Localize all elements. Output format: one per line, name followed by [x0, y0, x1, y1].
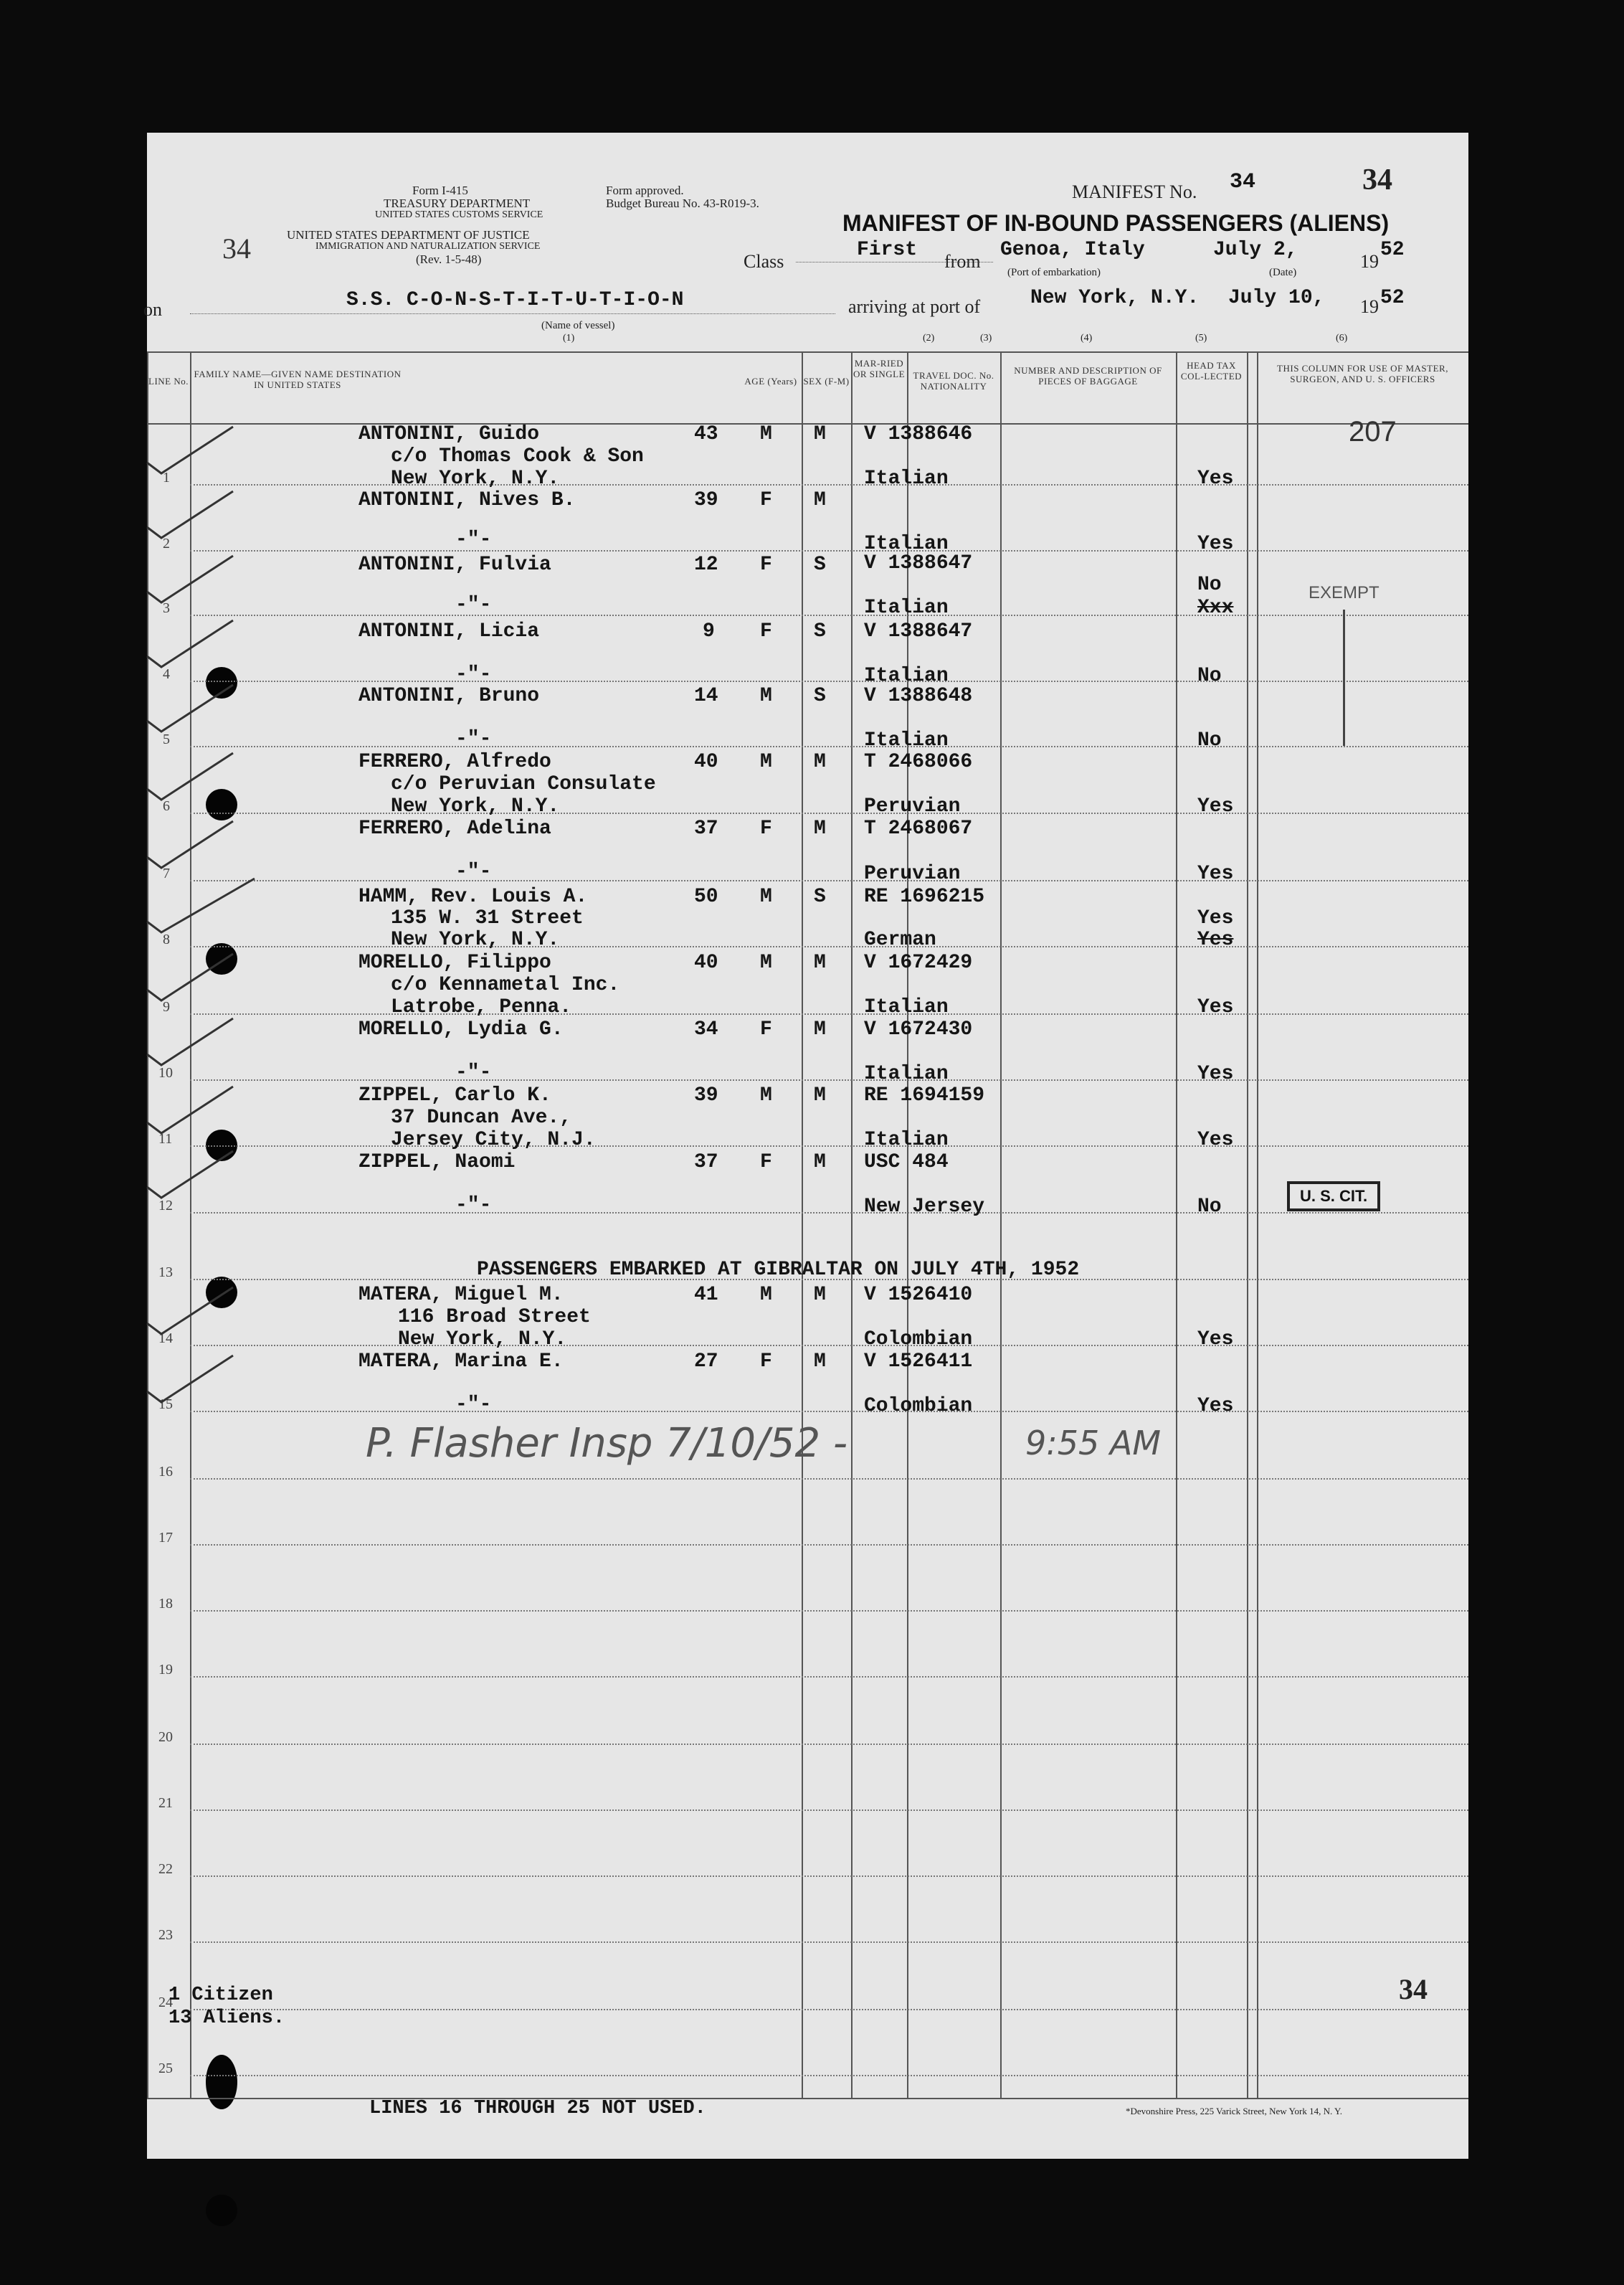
travel-doc: V 1388647 [864, 552, 973, 574]
passenger-address: -"- [455, 1194, 492, 1216]
customs-service: UNITED STATES CUSTOMS SERVICE [375, 209, 543, 220]
manifest-label: MANIFEST No. [1072, 181, 1197, 202]
passenger-name: ANTONINI, Licia [358, 620, 540, 643]
passenger-sex: M [760, 886, 772, 908]
passenger-name: ANTONINI, Nives B. [358, 489, 576, 511]
col-num-3: (3) [980, 333, 992, 344]
travel-doc: V 1388647 [864, 620, 973, 643]
passenger-name: HAMM, Rev. Louis A. [358, 886, 588, 908]
passenger-sex: M [760, 1084, 772, 1107]
passenger-marital: S [814, 620, 826, 643]
justice-dept: UNITED STATES DEPARTMENT OF JUSTICE [287, 228, 530, 242]
line-number: 17 [158, 1530, 173, 1546]
passenger-address: -"- [455, 1061, 492, 1084]
passenger-marital: M [814, 818, 826, 840]
head-tax: No [1197, 1196, 1222, 1218]
inspector-signature: P. Flasher Insp 7/10/52 - [366, 1420, 848, 1467]
punch-hole [206, 2055, 237, 2109]
passenger-address: New York, N.Y. [398, 1328, 567, 1350]
line-number: 14 [158, 1330, 173, 1346]
col-num-4: (4) [1081, 333, 1093, 344]
passenger-age: 27 [694, 1350, 718, 1373]
passenger-age: 39 [694, 489, 718, 511]
head-tax: No [1197, 665, 1222, 687]
passenger-address: 37 Duncan Ave., [391, 1107, 572, 1129]
col-head-tax: HEAD TAX COL-LECTED [1180, 360, 1243, 382]
passenger-address: -"- [455, 529, 492, 551]
line-number: 7 [163, 866, 170, 881]
travel-doc: RE 1696215 [864, 886, 985, 908]
ins-service: IMMIGRATION AND NATURALIZATION SERVICE [315, 241, 541, 252]
nationality: Italian [864, 597, 949, 619]
passenger-address: -"- [455, 1394, 492, 1416]
line-number: 18 [158, 1596, 173, 1612]
passenger-marital: M [814, 489, 826, 511]
travel-doc: V 1672430 [864, 1018, 973, 1041]
passenger-age: 9 [703, 620, 715, 643]
passenger-age: 37 [694, 818, 718, 840]
vessel-name: S.S. C-O-N-S-T-I-T-U-T-I-O-N [346, 289, 684, 311]
passenger-marital: M [814, 423, 826, 445]
passenger-name: MORELLO, Filippo [358, 952, 551, 974]
nationality: Italian [864, 468, 949, 490]
punch-hole [206, 2195, 237, 2226]
port-note: (Port of embarkation) [1007, 267, 1101, 278]
passenger-marital: M [814, 1018, 826, 1041]
passenger-address: c/o Thomas Cook & Son [391, 445, 644, 468]
passenger-sex: M [760, 751, 772, 773]
travel-doc: T 2468067 [864, 818, 973, 840]
line-number: 22 [158, 1861, 173, 1877]
manifest-number-right: 34 [1362, 164, 1392, 197]
from-port: Genoa, Italy [1000, 239, 1145, 261]
passenger-address: Jersey City, N.J. [391, 1129, 596, 1151]
form-number: Form I-415 [412, 184, 468, 197]
exempt-arrow [1343, 610, 1345, 746]
passenger-marital: M [814, 1084, 826, 1107]
col-num-1: (1) [563, 333, 575, 344]
passenger-name: ANTONINI, Guido [358, 423, 540, 445]
manifest-number: 34 [1230, 170, 1256, 194]
passenger-sex: F [760, 1018, 772, 1041]
head-tax: Yes [1197, 1328, 1234, 1350]
passenger-address: -"- [455, 728, 492, 750]
passenger-age: 12 [694, 554, 718, 576]
travel-doc: V 1526410 [864, 1284, 973, 1306]
alien-count: 13 Aliens. [168, 2007, 285, 2029]
head-tax: Yes [1197, 1063, 1234, 1085]
head-tax: Yes [1197, 795, 1234, 818]
travel-doc: V 1388646 [864, 423, 973, 445]
passenger-sex: F [760, 489, 772, 511]
from-label: from [944, 251, 981, 272]
nationality: Peruvian [864, 795, 961, 818]
passenger-age: 37 [694, 1151, 718, 1173]
line-number: 2 [163, 536, 170, 552]
travel-doc: T 2468066 [864, 751, 973, 773]
col-age: AGE (Years) [744, 376, 797, 387]
year-suffix-2: 52 [1380, 287, 1405, 309]
nationality: German [864, 929, 936, 951]
line-number: 15 [158, 1396, 173, 1412]
manifest-title: MANIFEST OF IN-BOUND PASSENGERS (ALIENS) [842, 210, 1390, 236]
vessel-note: (Name of vessel) [541, 320, 615, 331]
passenger-sex: F [760, 1151, 772, 1173]
passenger-name: ANTONINI, Bruno [358, 685, 540, 707]
line-number: 3 [163, 600, 170, 616]
line-number: 1 [163, 470, 170, 486]
line-number: 10 [158, 1065, 173, 1081]
us-citizen-stamp: U. S. CIT. [1287, 1181, 1380, 1211]
passenger-address: 116 Broad Street [398, 1306, 591, 1328]
check-marks [140, 420, 398, 1438]
passenger-age: 14 [694, 685, 718, 707]
passenger-name: MATERA, Miguel M. [358, 1284, 564, 1306]
line-number: 6 [163, 798, 170, 814]
passenger-sex: F [760, 1350, 772, 1373]
nationality: New Jersey [864, 1196, 985, 1218]
head-tax: Yes [1197, 1129, 1234, 1151]
line-number: 8 [163, 932, 170, 947]
from-date: July 2, [1213, 239, 1298, 261]
passenger-marital: M [814, 1151, 826, 1173]
head-tax-struck: Yes [1197, 929, 1234, 951]
passenger-sex: F [760, 620, 772, 643]
col-officers: THIS COLUMN FOR USE OF MASTER, SURGEON, AND U. S. OFFICERS [1277, 363, 1448, 384]
passenger-address: c/o Kennametal Inc. [391, 974, 620, 996]
nationality: Italian [864, 665, 949, 687]
count-207: 207 [1349, 416, 1397, 448]
year-prefix: 19 [1360, 251, 1379, 272]
passenger-sex: M [760, 423, 772, 445]
printer-credit: *Devonshire Press, 225 Varick Street, New York 14, N. Y. [1126, 2106, 1342, 2116]
head-tax: Yes [1197, 907, 1234, 929]
head-tax: Yes [1197, 1395, 1234, 1417]
passenger-age: 50 [694, 886, 718, 908]
passenger-name: MATERA, Marina E. [358, 1350, 564, 1373]
passenger-age: 39 [694, 1084, 718, 1107]
gibraltar-note: PASSENGERS EMBARKED AT GIBRALTAR ON JULY 4TH, 1952 [477, 1259, 1080, 1281]
nationality: Italian [864, 533, 949, 555]
line-number: 11 [158, 1131, 173, 1147]
passenger-age: 34 [694, 1018, 718, 1041]
line-number: 23 [158, 1927, 173, 1943]
passenger-name: MORELLO, Lydia G. [358, 1018, 564, 1041]
nationality: Italian [864, 1063, 949, 1085]
passenger-marital: S [814, 685, 826, 707]
passenger-marital: M [814, 1350, 826, 1373]
nationality: Colombian [864, 1395, 973, 1417]
line-number: 24 [158, 1995, 173, 2010]
col-name: FAMILY NAME—GIVEN NAME DESTINATION IN UNITED STATES [194, 369, 402, 390]
passenger-name: ZIPPEL, Carlo K. [358, 1084, 551, 1107]
on-label: on [143, 299, 162, 320]
passenger-marital: M [814, 952, 826, 974]
form-revision: (Rev. 1-5-48) [416, 252, 482, 266]
col-line: LINE No. [148, 376, 189, 387]
class-label: Class [744, 251, 784, 272]
passenger-address: New York, N.Y. [391, 795, 560, 818]
travel-doc: USC 484 [864, 1151, 949, 1173]
nationality: Peruvian [864, 863, 961, 885]
nationality: Italian [864, 996, 949, 1018]
col-married: MAR-RIED OR SINGLE [853, 358, 906, 379]
class-value: First [857, 239, 918, 261]
travel-doc: V 1526411 [864, 1350, 973, 1373]
nationality: Italian [864, 1129, 949, 1151]
head-tax: Yes [1197, 468, 1234, 490]
form-approved: Form approved. [606, 184, 684, 197]
passenger-marital: S [814, 554, 826, 576]
nationality: Colombian [864, 1328, 973, 1350]
passenger-address: New York, N.Y. [391, 468, 560, 490]
passenger-marital: M [814, 751, 826, 773]
year-prefix-2: 19 [1360, 296, 1379, 317]
passenger-marital: M [814, 1284, 826, 1306]
line-number: 19 [158, 1662, 173, 1678]
head-tax: Yes [1197, 996, 1234, 1018]
date-note: (Date) [1269, 267, 1297, 278]
treasury-dept: TREASURY DEPARTMENT [384, 197, 531, 210]
col-num-5: (5) [1195, 333, 1207, 344]
head-tax: No [1197, 574, 1222, 596]
line-number: 4 [163, 666, 170, 682]
passenger-address: -"- [455, 663, 492, 686]
passenger-address: 135 W. 31 Street [391, 907, 584, 929]
stamp-number: 34 [222, 232, 251, 265]
passenger-marital: S [814, 886, 826, 908]
passenger-name: FERRERO, Alfredo [358, 751, 551, 773]
citizen-count: 1 Citizen [168, 1984, 273, 2006]
inspection-time: 9:55 AM [1025, 1424, 1162, 1462]
col-baggage: NUMBER AND DESCRIPTION OF PIECES OF BAGGAGE [1014, 365, 1162, 387]
passenger-age: 40 [694, 751, 718, 773]
lines-not-used: LINES 16 THROUGH 25 NOT USED. [369, 2098, 706, 2119]
line-number: 16 [158, 1464, 173, 1480]
travel-doc: V 1672429 [864, 952, 973, 974]
passenger-address: -"- [455, 861, 492, 883]
line-number: 20 [158, 1729, 173, 1745]
passenger-name: ZIPPEL, Naomi [358, 1151, 516, 1173]
col-travel-doc: TRAVEL DOC. No. NATIONALITY [913, 370, 994, 392]
passenger-address: New York, N.Y. [391, 929, 560, 951]
passenger-sex: M [760, 952, 772, 974]
line-number: 5 [163, 732, 170, 747]
line-number: 12 [158, 1198, 173, 1214]
travel-doc: RE 1694159 [864, 1084, 985, 1107]
passenger-sex: F [760, 818, 772, 840]
budget-bureau: Budget Bureau No. 43-R019-3. [606, 197, 759, 210]
line-number: 21 [158, 1795, 173, 1811]
arrive-date: July 10, [1228, 287, 1325, 309]
head-tax: Yes [1197, 533, 1234, 555]
travel-doc: V 1388648 [864, 685, 973, 707]
head-tax: No [1197, 729, 1222, 752]
passenger-address: Latrobe, Penna. [391, 996, 572, 1018]
head-tax: Yes [1197, 863, 1234, 885]
arrive-port: New York, N.Y. [1030, 287, 1200, 309]
year-suffix: 52 [1380, 239, 1405, 261]
passenger-name: FERRERO, Adelina [358, 818, 551, 840]
passenger-address: c/o Peruvian Consulate [391, 773, 656, 795]
col-num-2: (2) [923, 333, 935, 344]
passenger-age: 43 [694, 423, 718, 445]
line-number: 25 [158, 2061, 173, 2076]
line-number: 9 [163, 999, 170, 1015]
passenger-sex: F [760, 554, 772, 576]
passenger-address: -"- [455, 594, 492, 616]
passenger-age: 41 [694, 1284, 718, 1306]
passenger-sex: M [760, 685, 772, 707]
passenger-sex: M [760, 1284, 772, 1306]
manifest-page [143, 133, 1468, 2159]
page-number: 34 [1399, 1973, 1428, 2005]
head-tax-struck: Xxx [1197, 597, 1234, 619]
passenger-name: ANTONINI, Fulvia [358, 554, 551, 576]
col-num-6: (6) [1336, 333, 1348, 344]
passenger-age: 40 [694, 952, 718, 974]
col-sex: SEX (F-M) [803, 376, 850, 387]
line-number: 13 [158, 1264, 173, 1280]
exempt-stamp: EXEMPT [1309, 583, 1380, 602]
nationality: Italian [864, 729, 949, 752]
arriving-label: arriving at port of [848, 296, 981, 317]
